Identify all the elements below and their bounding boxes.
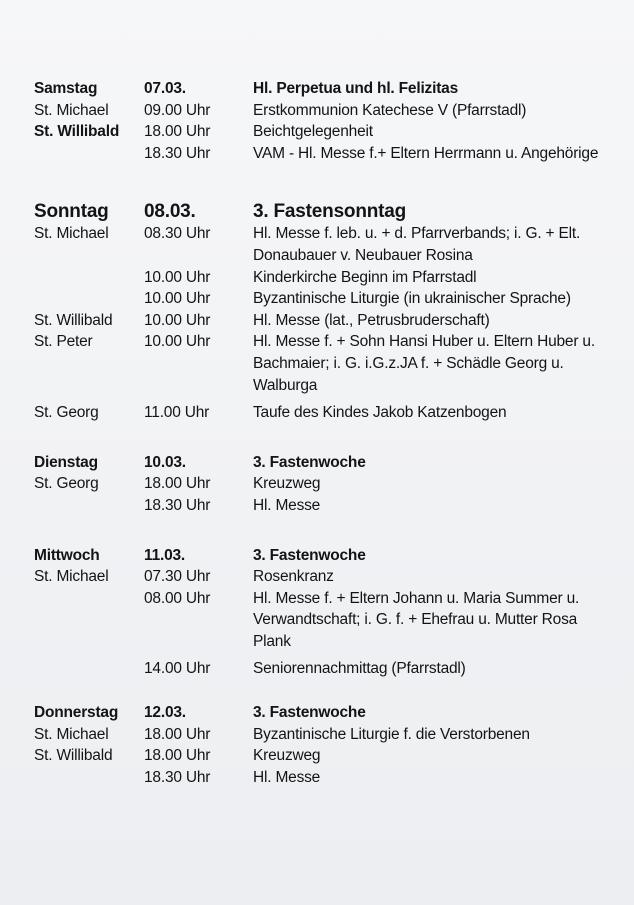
day-date: 12.03.	[144, 704, 186, 722]
event-description: Kinderkirche Beginn im Pfarrstadl	[253, 268, 477, 286]
event-description: Hl. Messe	[253, 496, 321, 514]
event-description: Byzantinische Liturgie f. die Verstorbenen	[253, 725, 530, 743]
schedule	[34, 78, 614, 788]
event-time: 10.00 Uhr	[144, 268, 211, 286]
day-name: Dienstag	[34, 453, 98, 471]
event-time: 18.30 Uhr	[144, 768, 211, 786]
event-description: VAM - Hl. Messe f.+ Eltern Herrmann u. Angehörige	[253, 144, 599, 162]
church-name: St. Michael	[34, 568, 109, 586]
day-feast: 3. Fastensonntag	[253, 201, 407, 223]
day-name: Mittwoch	[34, 546, 100, 564]
event-description: Byzantinische Liturgie (in ukrainischer Sprache)	[253, 290, 571, 308]
church-name: St. Willibald	[34, 311, 113, 329]
event-time: 18.00 Uhr	[144, 747, 211, 765]
event-description: Hl. Messe f. leb. u. + d. Pfarrverbands; i. G. + Elt. Donaubauer v. Neubauer Rosina	[253, 225, 581, 264]
day-mittwoch	[34, 545, 614, 681]
schedule-row	[34, 310, 614, 332]
event-time: 18.00 Uhr	[144, 475, 211, 493]
church-name: St. Willibald	[34, 747, 113, 765]
schedule-row	[34, 288, 614, 310]
day-name: Donnerstag	[34, 704, 119, 722]
event-description: Rosenkranz	[253, 568, 334, 586]
event-description: Hl. Messe (lat., Petrusbruderschaft)	[253, 311, 490, 329]
event-time: 08.30 Uhr	[144, 225, 211, 243]
event-description: Kreuzweg	[253, 475, 321, 493]
schedule-row	[34, 143, 614, 165]
spacer	[34, 680, 614, 702]
church-name: St. Willibald	[34, 123, 120, 141]
day-header-row	[34, 452, 614, 474]
day-date: 11.03.	[144, 546, 186, 564]
spacer	[34, 164, 614, 200]
day-feast: Hl. Perpetua und hl. Felizitas	[253, 80, 459, 97]
event-description: Hl. Messe	[253, 768, 321, 786]
event-description: Seniorennachmittag (Pfarrstadl)	[253, 660, 466, 678]
event-time: 18.00 Uhr	[144, 725, 211, 743]
day-date: 07.03.	[144, 80, 186, 97]
schedule-row	[34, 223, 614, 266]
church-name: St. Georg	[34, 475, 99, 493]
day-header-row	[34, 545, 614, 567]
church-name: St. Michael	[34, 225, 109, 243]
event-time: 10.00 Uhr	[144, 333, 211, 351]
schedule-row	[34, 331, 614, 396]
spacer	[34, 424, 614, 452]
event-description: Erstkommunion Katechese V (Pfarrstadl)	[253, 101, 527, 119]
schedule-row	[34, 121, 614, 143]
schedule-row	[34, 495, 614, 517]
day-name: Sonntag	[34, 201, 109, 223]
church-name: St. Peter	[34, 333, 93, 351]
event-time: 18.00 Uhr	[144, 123, 211, 141]
day-feast: 3. Fastenwoche	[253, 453, 366, 471]
event-time: 07.30 Uhr	[144, 568, 211, 586]
spacer	[34, 517, 614, 545]
day-feast: 3. Fastenwoche	[253, 704, 366, 722]
schedule-row	[34, 100, 614, 122]
event-time: 14.00 Uhr	[144, 660, 211, 678]
schedule-row	[34, 724, 614, 746]
event-time: 18.30 Uhr	[144, 496, 211, 514]
church-name: St. Michael	[34, 725, 109, 743]
schedule-row	[34, 566, 614, 588]
event-time: 11.00 Uhr	[144, 404, 210, 422]
event-description: Beichtgelegenheit	[253, 123, 373, 141]
day-date: 10.03.	[144, 453, 186, 471]
schedule-row	[34, 745, 614, 767]
event-time: 08.00 Uhr	[144, 589, 211, 607]
event-time: 09.00 Uhr	[144, 101, 211, 119]
church-name: St. Georg	[34, 404, 99, 422]
schedule-row	[34, 588, 614, 653]
event-time: 18.30 Uhr	[144, 144, 211, 162]
event-description: Hl. Messe f. + Eltern Johann u. Maria Summer u. Verwandtschaft; i. G. f. + Ehefrau u. Mutter Rosa Plank	[253, 589, 580, 650]
day-feast: 3. Fastenwoche	[253, 546, 366, 564]
day-sonntag	[34, 200, 614, 423]
day-header-row	[34, 78, 614, 100]
event-description: Kreuzweg	[253, 747, 321, 765]
event-time: 10.00 Uhr	[144, 311, 211, 329]
schedule-row	[34, 658, 614, 680]
day-date: 08.03.	[144, 201, 196, 223]
schedule-row	[34, 767, 614, 789]
day-samstag	[34, 78, 614, 164]
church-name: St. Michael	[34, 101, 109, 119]
day-dienstag	[34, 452, 614, 517]
schedule-row	[34, 473, 614, 495]
day-header-row	[34, 702, 614, 724]
day-donnerstag	[34, 702, 614, 788]
day-name: Samstag	[34, 80, 98, 97]
schedule-row	[34, 402, 614, 424]
event-description: Taufe des Kindes Jakob Katzenbogen	[253, 404, 507, 422]
day-header-row	[34, 200, 614, 223]
event-description: Hl. Messe f. + Sohn Hansi Huber u. Eltern Huber u. Bachmaier; i. G. i.G.z.JA f. + Schädle Georg u. Walburga	[253, 333, 595, 394]
event-time: 10.00 Uhr	[144, 290, 211, 308]
schedule-row	[34, 267, 614, 289]
